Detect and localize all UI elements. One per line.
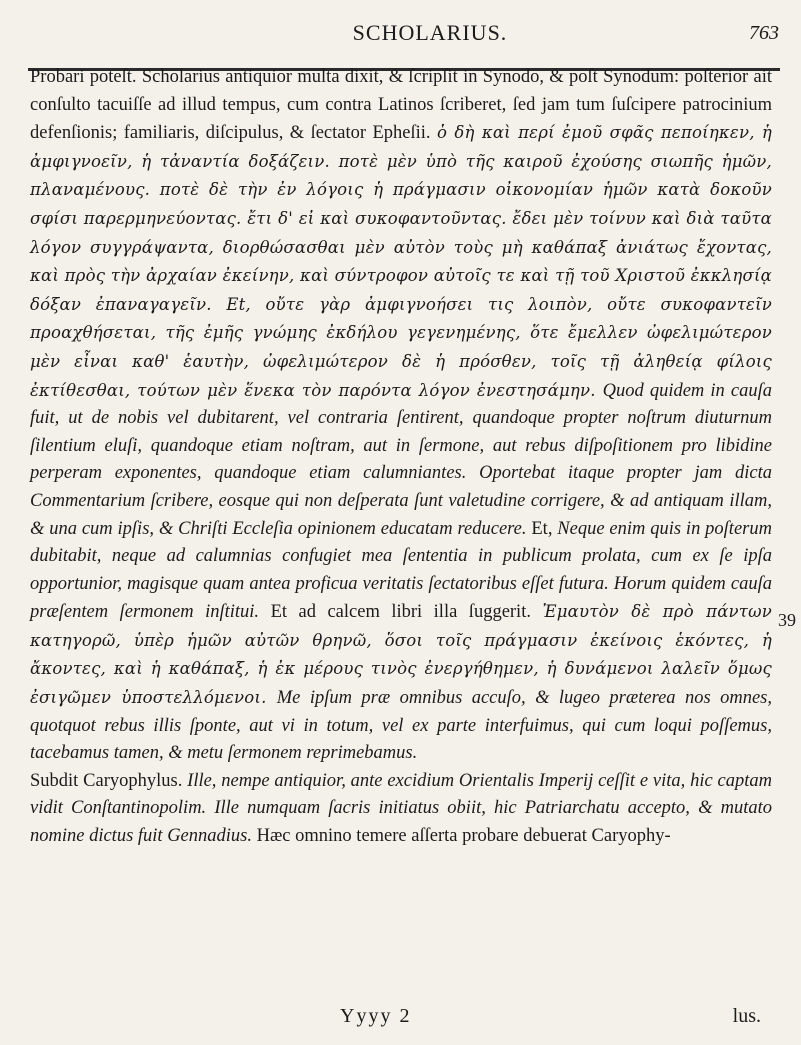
page-number: 763 [749, 22, 779, 44]
greek-quotation: ὁ δὴ καὶ περί ἐμοῦ σφᾶς πεποίηκεν, ἡ ἀμφιγνοεῖν, ἡ τἀναντία δοξάζειν. ποτὲ μὲν ὑπὸ τῆς καιροῦ ἐχούσης σιωπῆς ἡμῶν, πλαναμένους. ποτὲ δὲ τὴν ἐν λόγοις ἡ πράγμασιν οἰκονομίαν ἡμῶν κατὰ δοκοῦν σφίσι παρερμηνεύοντας. ἔτι δ' εἰ καὶ συκοφαντοῦντας. ἔδει μὲν τοίνυν καὶ διὰ ταῦτα λόγον συγγράψαντα, διορθώσασθαι μὲν αὐτὸν τοὺς μὴ καθάπαξ ἀνιάτως ἔχοντας, καὶ πρὸς τὴν ἀρχαίαν ἐκείνην, καὶ σύντροφον αὐτοῖς τε καὶ τῇ τοῦ Χριστοῦ ἐκκλησίᾳ δόξαν ἐπαναγαγεῖν. Et, οὔτε γὰρ ἀμφιγνοήσει τις λοιπὸν, οὔτε συκοφαντεῖν προαχθήσεται, τῆς ἐμῆς γνώμης ἐκδήλου γεγενημένης, ὅτε ἔμελλεν ὠφελιμώτερον μὲν εἶναι καθ' ἑαυτὴν, ὠφελιμώτερον δὲ ἡ πρόσθεν, τοῖς τῇ ἀληθείᾳ φίλοις ἐκτίθεσθαι, τούτων μὲν ἕνεκα τὸν παρόντα λόγον ἐνεστησάμην. [30, 123, 772, 400]
latin-text: Hæc omnino temere aſſerta probare debuerat Caryophy- [256, 826, 671, 847]
paragraph-1 [30, 64, 772, 768]
page-header [0, 20, 801, 60]
page-footer [0, 1005, 801, 1035]
latin-translation: Me ipſum præ omnibus accuſo, & lugeo præterea nos omnes, quotquot rebus illis ſponte, aut vi in totum, vel ex parte interfuimus, qui cum loqui poſſemus, tacebamus tamen, & metu ſermonem reprimebamus. [30, 688, 772, 764]
latin-translation: Quod quidem in cauſa fuit, ut de nobis vel dubitarent, vel contraria ſentirent, quandoque propter noſtrum diuturnum ſilentium eluſi, quandoque etiam noſtram, aut in ſermone, aut rebus diſpoſitionem pro libidine perperam exponentes, quandoque etiam calumniantes. Oportebat itaque propter jam dicta Commentarium ſcribere, eosque qui non deſperata ſunt valetudine corrigere, & ad antiquam illam, & una cum ipſis, & Chriſti Eccleſia opinionem educatam reducere. [30, 380, 773, 539]
latin-text: Subdit Caryophylus. [30, 770, 188, 791]
greek-quotation: Ἐμαυτὸν δὲ πρὸ πάντων κατηγορῶ, ὑπὲρ ἡμῶν αὐτῶν θρηνῶ, ὅσοι τοῖς πράγμασιν ἐκείνοις ἑκόντες, ἡ ἄκοντες, καὶ ἡ καθάπαξ, ἡ ἐκ μέρους τινὸς ἐνεργήθημεν, ἡ δυνάμενοι λαλεῖν ὅμως ἐσιγῶμεν ὑποστελλόμενοι. [30, 602, 772, 708]
running-head: SCHOLARIUS. [352, 20, 508, 45]
latin-text: Et ad calcem libri illa ſuggerit. [270, 602, 543, 623]
body-text [30, 64, 772, 851]
margin-note: 39 [778, 610, 796, 630]
latin-text: Et, [531, 518, 558, 539]
latin-text: Probari poteſt. Scholarius antiquior multa dixit, & ſcripſit in Synodo, & poſt Synodum: poſterior ait conſulto tacuiſſe ad illud tempus, cum contra Latinos ſcriberet, ſed jam tum ſuſcipere patrocinium defenſionis; familiaris, diſcipulus, & ſectator Epheſii. [30, 67, 772, 144]
latin-translation: Neque enim quis in poſterum dubitabit, neque ad calumnias confugiet mea ſententia in publicum prolata, cum ex ſe ipſa opportunior, magisque quam antea proficua veritatis ſectatoribus eſſet futura. Horum quidem cauſa præſentem ſermonem inſtitui. [30, 518, 772, 623]
signature-mark: Yyyy 2 [340, 1005, 412, 1027]
catchword: lus. [732, 1005, 761, 1027]
paragraph-2 [30, 768, 772, 851]
latin-translation: Ille, nempe antiquior, ante excidium Orientalis Imperij ceſſit e vita, hic captam vidit Conſtantinopolim. Ille numquam ſacris initiatus obiit, hic Patriarchatu accepto, & mutato nomine dictus fuit Gennadius. [30, 770, 772, 847]
